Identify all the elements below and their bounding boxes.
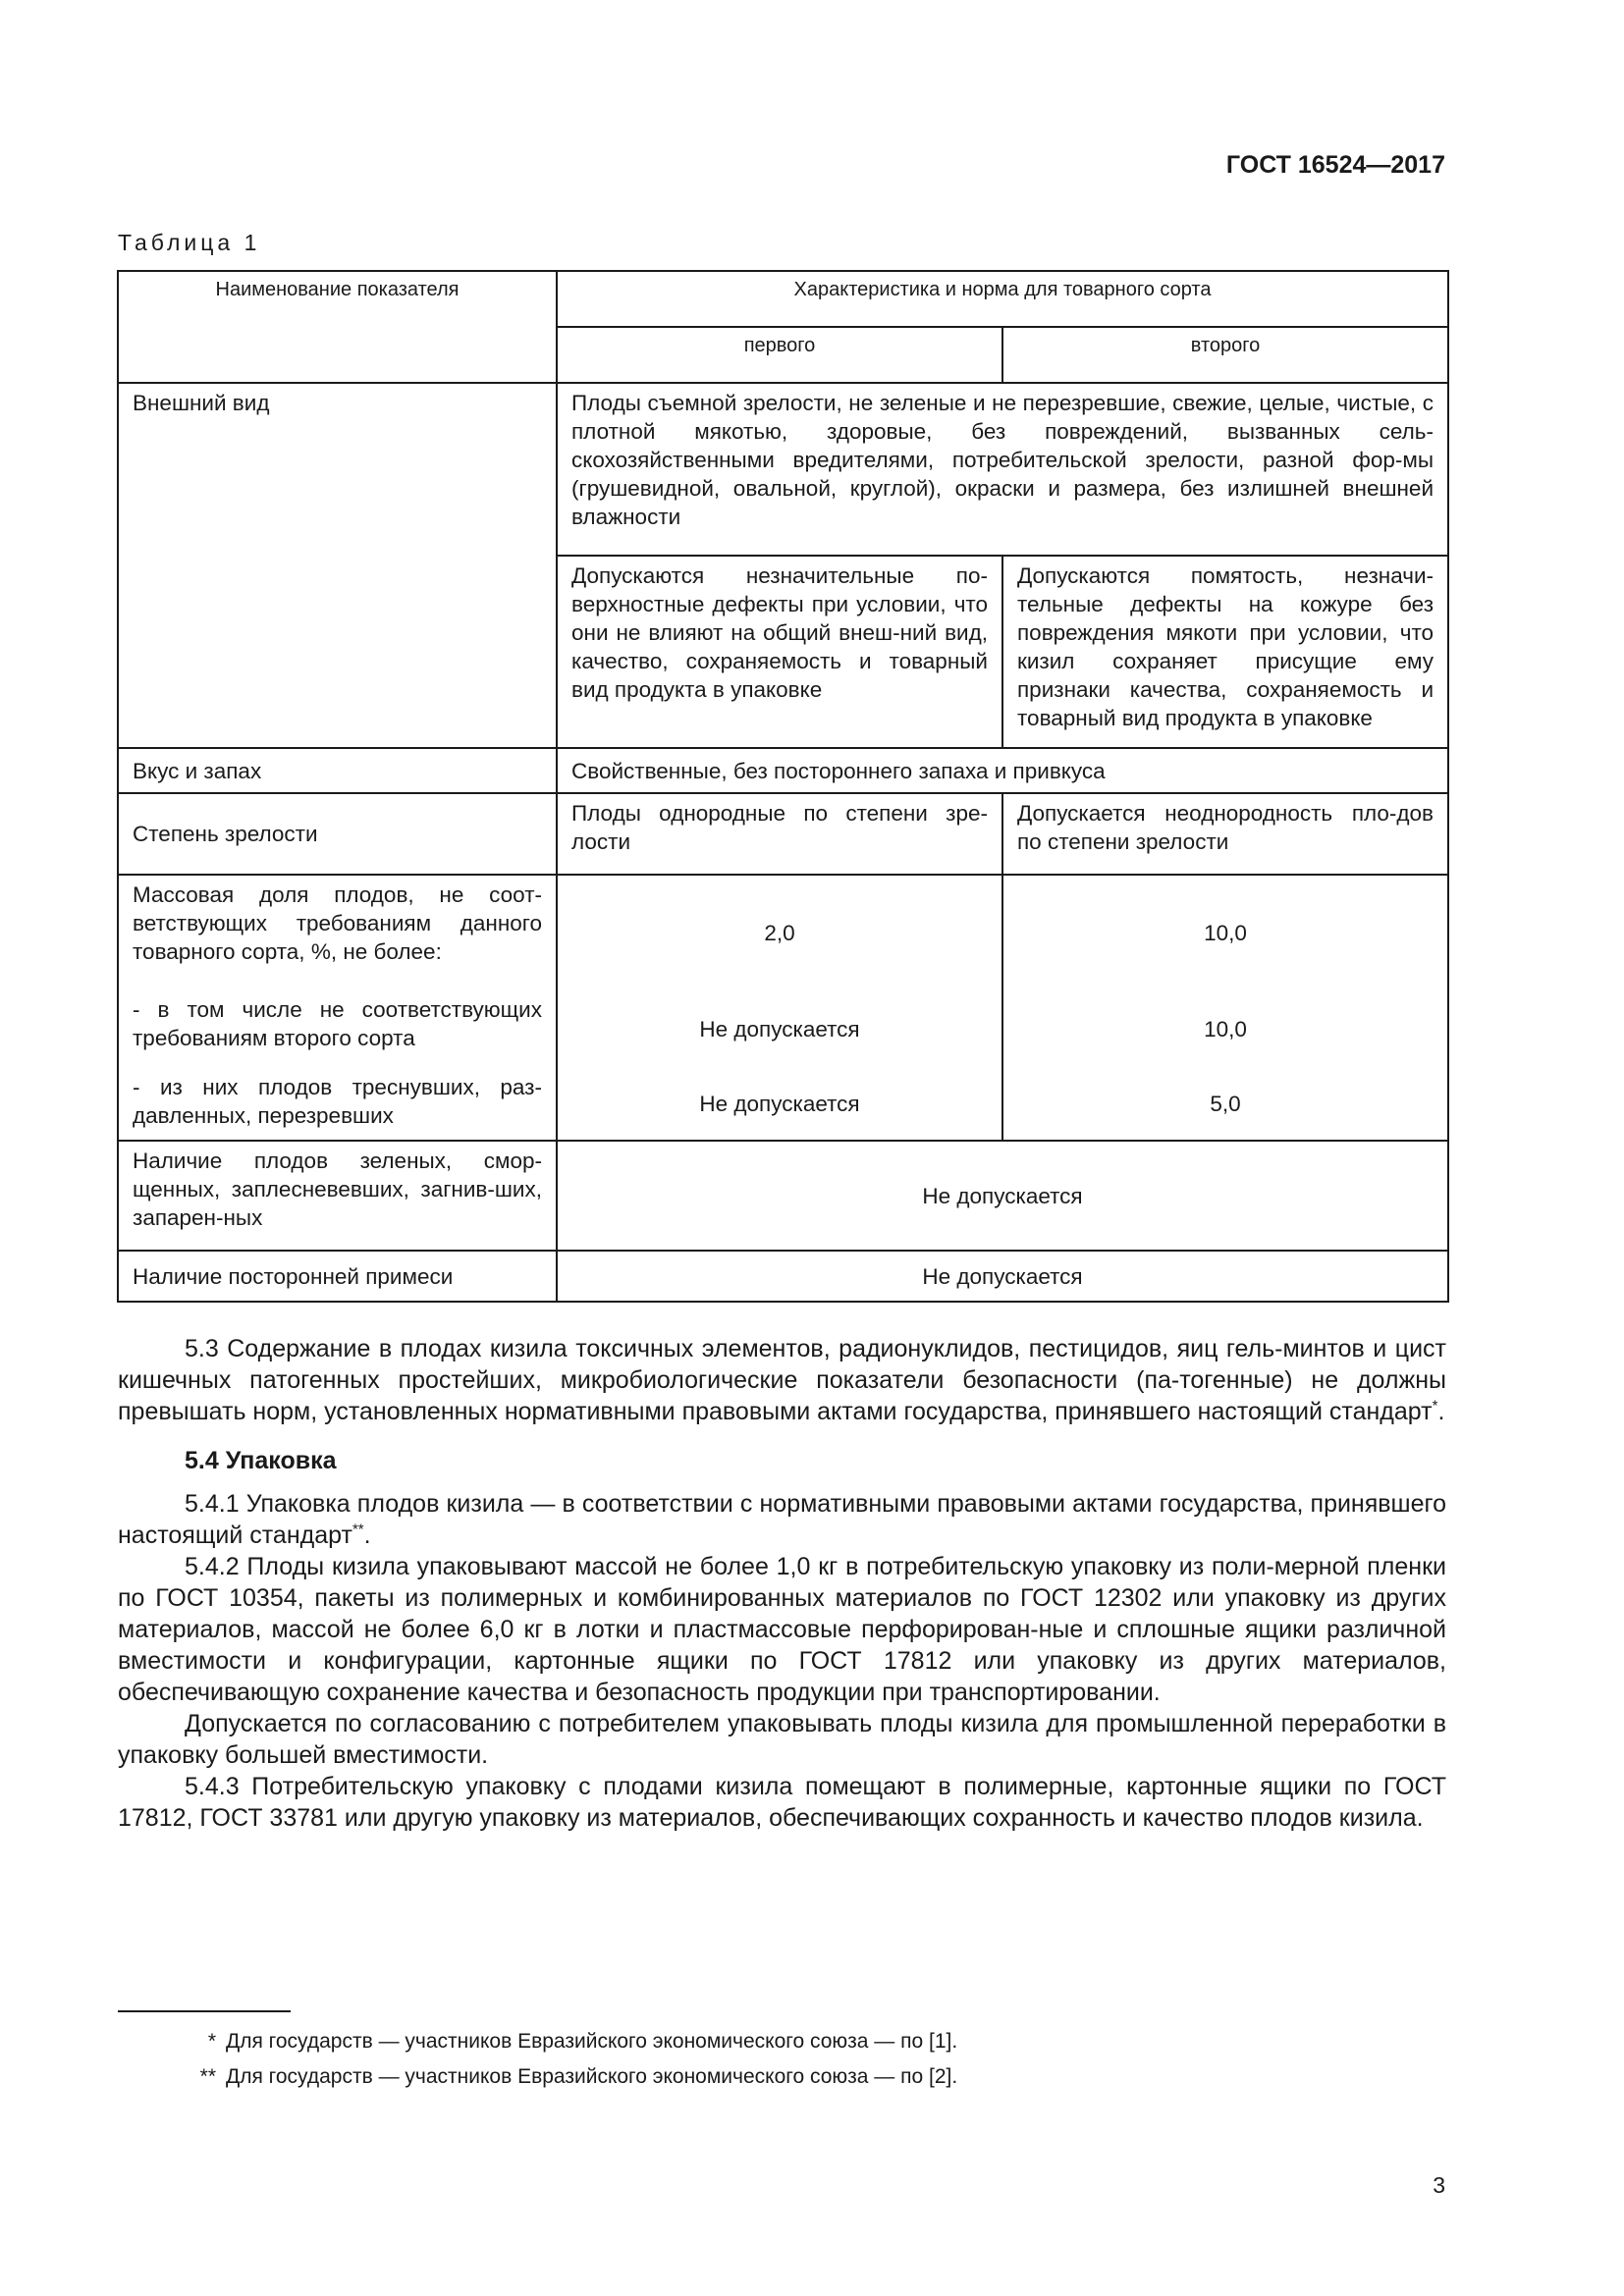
footnote-separator [118,2010,291,2012]
table-caption: Таблица 1 [118,230,261,255]
appearance-second: Допускаются помятость, незначи-тельные дефекты на кожуре без повреждения мякоти при условии, что кизил сохраняет присущие ему признаки качества, сохраняемость и товарный вид продукта в упаковке [1002,556,1448,748]
header-second-grade: второго [1002,327,1448,383]
mass-sub2-first: Не допускается [557,1068,1002,1141]
ripeness-first: Плоды однородные по степени зре-лости [557,793,1002,875]
row-name-taste: Вкус и запах [118,748,557,793]
footnote-1-mark: * [207,2030,216,2053]
header-indicator-name: Наименование показателя [118,271,557,383]
table-row [118,793,1448,875]
body-text [118,1333,1446,1834]
footnote-ref-1: * [1432,1397,1438,1415]
mass-second: 10,0 [1002,875,1448,990]
section-heading-5-4: 5.4 Упаковка [185,1447,337,1474]
row-name-appearance: Внешний вид [118,383,557,748]
page-number: 3 [1433,2172,1445,2198]
mass-first: 2,0 [557,875,1002,990]
paragraph-5-4-2: 5.4.2 Плоды кизила упаковывают массой не более 1,0 кг в потребительскую упаковку из поли-мерной пленки по ГОСТ 10354, пакеты из полимерных и комбинированных материалов по ГОСТ 12302 или упаковку из других материалов, массой не более 6,0 кг в лотки и пластмассовые перфорирован-ные и сплошные ящики различной вместимости и конфигурации, картонные ящики по ГОСТ 17812 или упаковку из других материалов, обеспечивающую сохранение качества и безопасность продукции при транспортировании. [118,1553,1446,1706]
table-row [118,383,1448,556]
paragraph-5-3: 5.3 Содержание в плодах кизила токсичных элементов, радионуклидов, пестицидов, яиц гель-минтов и цист кишечных патогенных простейших, микробиологические показатели безопасности (па-тогенные) не должны превышать норм, установленных нормативными правовыми актами государства, принявшего настоящий стандарт*. [118,1335,1446,1425]
mass-sub2-second: 5,0 [1002,1068,1448,1141]
table-row [118,1141,1448,1251]
header-grade-group: Характеристика и норма для товарного сорта [557,271,1448,327]
footnote-2-mark: ** [199,2065,216,2088]
row-name-ripeness: Степень зрелости [118,793,557,875]
footnote-2-text: Для государств — участников Евразийского экономического союза — по [2]. [226,2065,958,2088]
header-first-grade: первого [557,327,1002,383]
table-row [118,1068,1448,1141]
table-row [118,875,1448,990]
table-row [118,990,1448,1068]
impurity-common: Не допускается [557,1251,1448,1302]
standard-code: ГОСТ 16524—2017 [1225,151,1445,179]
paragraph-5-4-2-note: Допускается по согласованию с потребителем упаковывать плоды кизила для промышленной переработки в упаковку большей вместимости. [118,1710,1446,1769]
taste-common: Свойственные, без постороннего запаха и привкуса [557,748,1448,793]
mass-sub1-first: Не допускается [557,990,1002,1068]
footnote-1 [185,2028,957,2056]
appearance-first: Допускаются незначительные по-верхностные дефекты при условии, что они не влияют на общий внеш-ний вид, качество, сохраняемость и товарный вид продукта в упаковке [557,556,1002,748]
appearance-common: Плоды съемной зрелости, не зеленые и не перезревшие, свежие, целые, чистые, с плотной мякотью, здоровые, без повреждений, вызванных сель-скохозяйственными вредителями, потребительской зрелости, разной фор-мы (грушевидной, овальной, круглой), окраски и размера, без излишней внешней влажности [557,383,1448,556]
row-name-impurity: Наличие посторонней примеси [118,1251,557,1302]
spec-table [117,270,1449,1303]
green-common: Не допускается [557,1141,1448,1251]
footnote-2 [185,2063,957,2091]
paragraph-5-4-1: 5.4.1 Упаковка плодов кизила — в соответствии с нормативными правовыми актами государства, принявшего настоящий стандарт**. [118,1490,1446,1549]
table-row [118,748,1448,793]
footnote-1-text: Для государств — участников Евразийского экономического союза — по [1]. [226,2030,958,2053]
mass-sub1-second: 10,0 [1002,990,1448,1068]
row-name-mass: Массовая доля плодов, не соот-ветствующих требованиям данного товарного сорта, %, не более: [118,875,557,990]
row-name-mass-sub1: - в том числе не соответствующих требованиям второго сорта [118,990,557,1068]
table-row [118,1251,1448,1302]
ripeness-second: Допускается неоднородность пло-дов по степени зрелости [1002,793,1448,875]
footnote-ref-2: ** [352,1521,364,1538]
paragraph-5-4-3: 5.4.3 Потребительскую упаковку с плодами кизила помещают в полимерные, картонные ящики по ГОСТ 17812, ГОСТ 33781 или другую упаковку из материалов, обеспечивающих сохранность и качество плодов кизила. [118,1773,1446,1832]
row-name-green: Наличие плодов зеленых, смор-щенных, заплесневевших, загнив-ших, запарен-ных [118,1141,557,1251]
row-name-mass-sub2: - из них плодов треснувших, раз-давленных, перезревших [118,1068,557,1141]
